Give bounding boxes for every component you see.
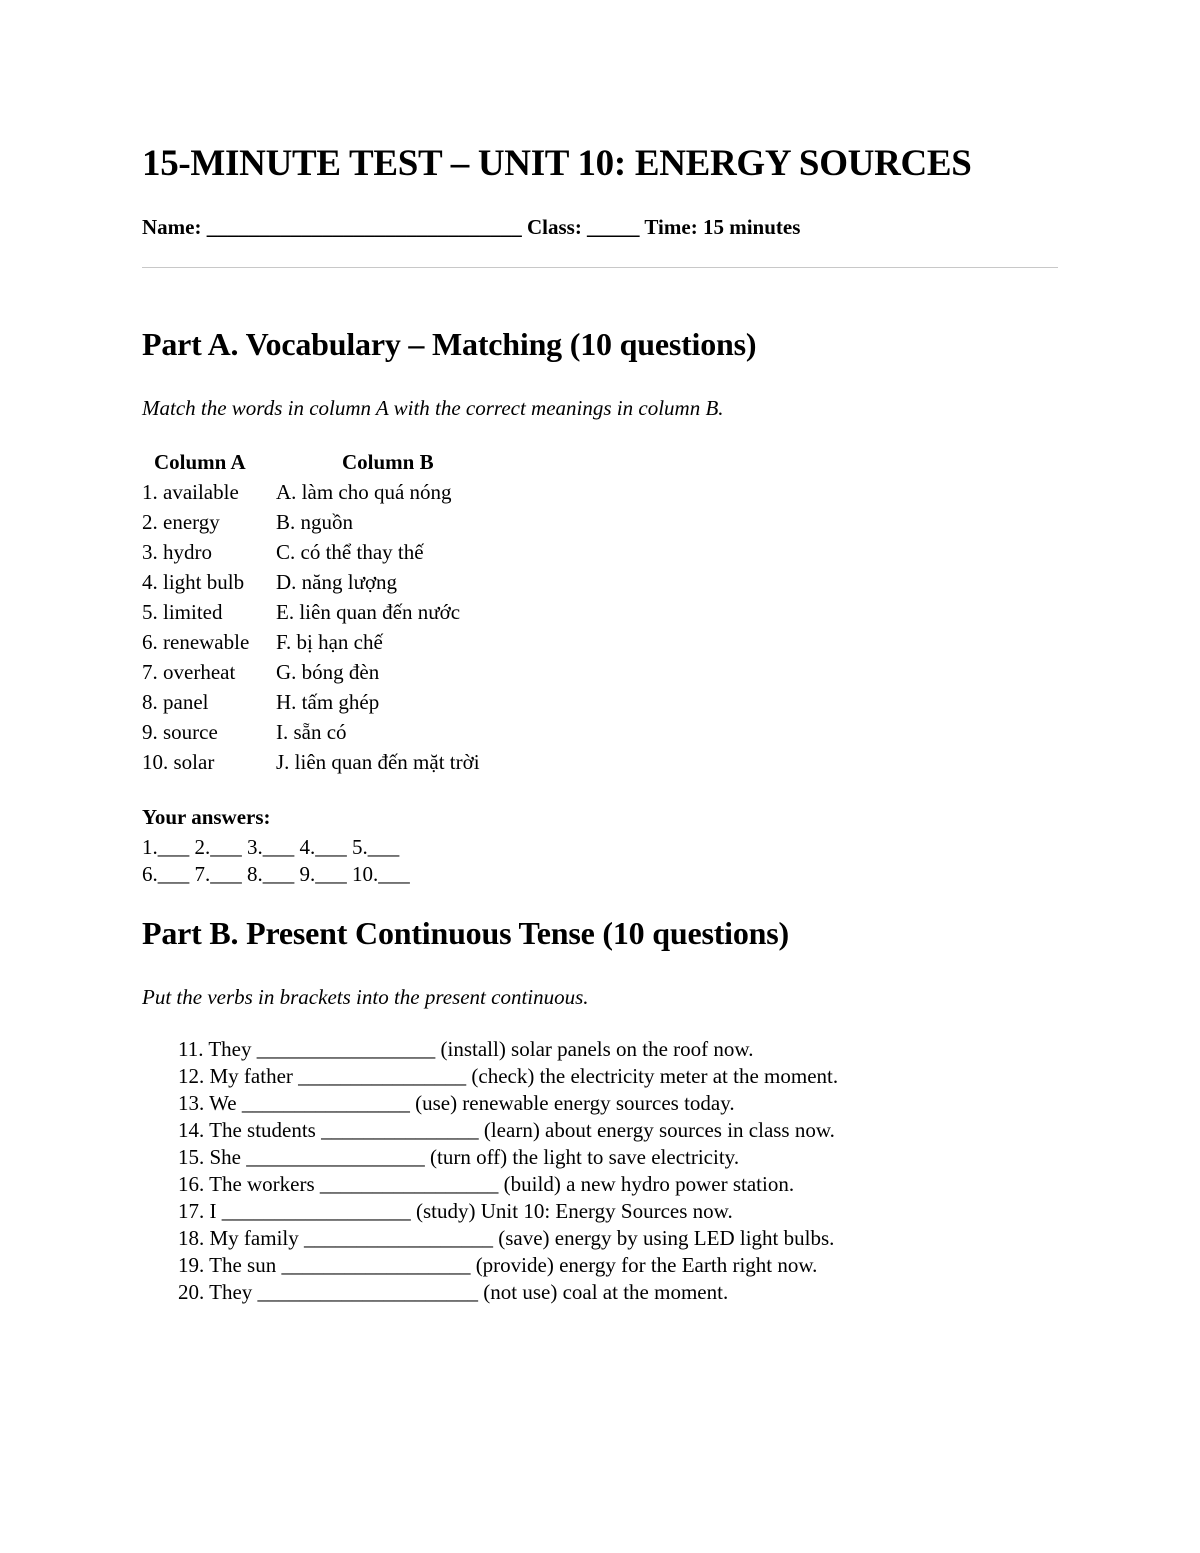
column-a-item: 3. hydro — [142, 540, 212, 564]
answers-line: 6.___ 7.___ 8.___ 9.___ 10.___ — [142, 862, 410, 886]
column-b-item: A. làm cho quá nóng — [276, 480, 452, 504]
question-item: 15. She _________________ (turn off) the light to save electricity. — [178, 1145, 740, 1169]
question-item: 19. The sun __________________ (provide) energy for the Earth right now. — [178, 1253, 818, 1277]
part-b-heading: Part B. Present Continuous Tense (10 questions) — [142, 915, 789, 951]
column-b-item: J. liên quan đến mặt trời — [276, 750, 480, 774]
column-a-item: 5. limited — [142, 600, 223, 624]
question-item: 16. The workers _________________ (build) a new hydro power station. — [178, 1172, 795, 1196]
column-a-item: 7. overheat — [142, 660, 236, 684]
column-b-item: C. có thể thay thế — [276, 540, 424, 564]
column-a-item: 8. panel — [142, 690, 209, 714]
column-b-item: D. năng lượng — [276, 570, 398, 594]
page-title: 15-MINUTE TEST – UNIT 10: ENERGY SOURCES — [142, 143, 972, 184]
question-item: 12. My father ________________ (check) the electricity meter at the moment. — [178, 1064, 839, 1088]
part-a-heading: Part A. Vocabulary – Matching (10 questions) — [142, 326, 757, 362]
column-a-item: 1. available — [142, 480, 239, 504]
question-item: 14. The students _______________ (learn) about energy sources in class now. — [178, 1118, 835, 1142]
answers-label: Your answers: — [142, 805, 271, 829]
column-b-item: F. bị hạn chế — [276, 630, 383, 654]
divider — [142, 267, 1058, 268]
question-item: 13. We ________________ (use) renewable energy sources today. — [178, 1091, 735, 1115]
column-a-header: Column A — [154, 450, 246, 474]
question-item: 17. I __________________ (study) Unit 10: Energy Sources now. — [178, 1199, 733, 1223]
question-item: 18. My family __________________ (save) energy by using LED light bulbs. — [178, 1226, 835, 1250]
part-a-instruction: Match the words in column A with the correct meanings in column B. — [142, 396, 724, 420]
column-b-item: I. sẵn có — [276, 720, 347, 744]
answers-line: 1.___ 2.___ 3.___ 4.___ 5.___ — [142, 835, 400, 859]
column-b-header: Column B — [342, 450, 434, 474]
column-a-item: 10. solar — [142, 750, 215, 774]
column-a-item: 2. energy — [142, 510, 220, 534]
part-b-instruction: Put the verbs in brackets into the present continuous. — [142, 985, 589, 1009]
column-a-item: 4. light bulb — [142, 570, 245, 594]
column-b-item: H. tấm ghép — [276, 690, 380, 714]
column-b-item: G. bóng đèn — [276, 660, 380, 684]
column-a-item: 9. source — [142, 720, 218, 744]
column-a-item: 6. renewable — [142, 630, 250, 654]
column-b-item: E. liên quan đến nước — [276, 600, 461, 624]
question-item: 11. They _________________ (install) solar panels on the roof now. — [178, 1037, 754, 1061]
column-b-item: B. nguồn — [276, 510, 354, 534]
student-info-line: Name: ______________________________ Class: _____ Time: 15 minutes — [142, 215, 801, 239]
question-item: 20. They _____________________ (not use) coal at the moment. — [178, 1280, 729, 1304]
